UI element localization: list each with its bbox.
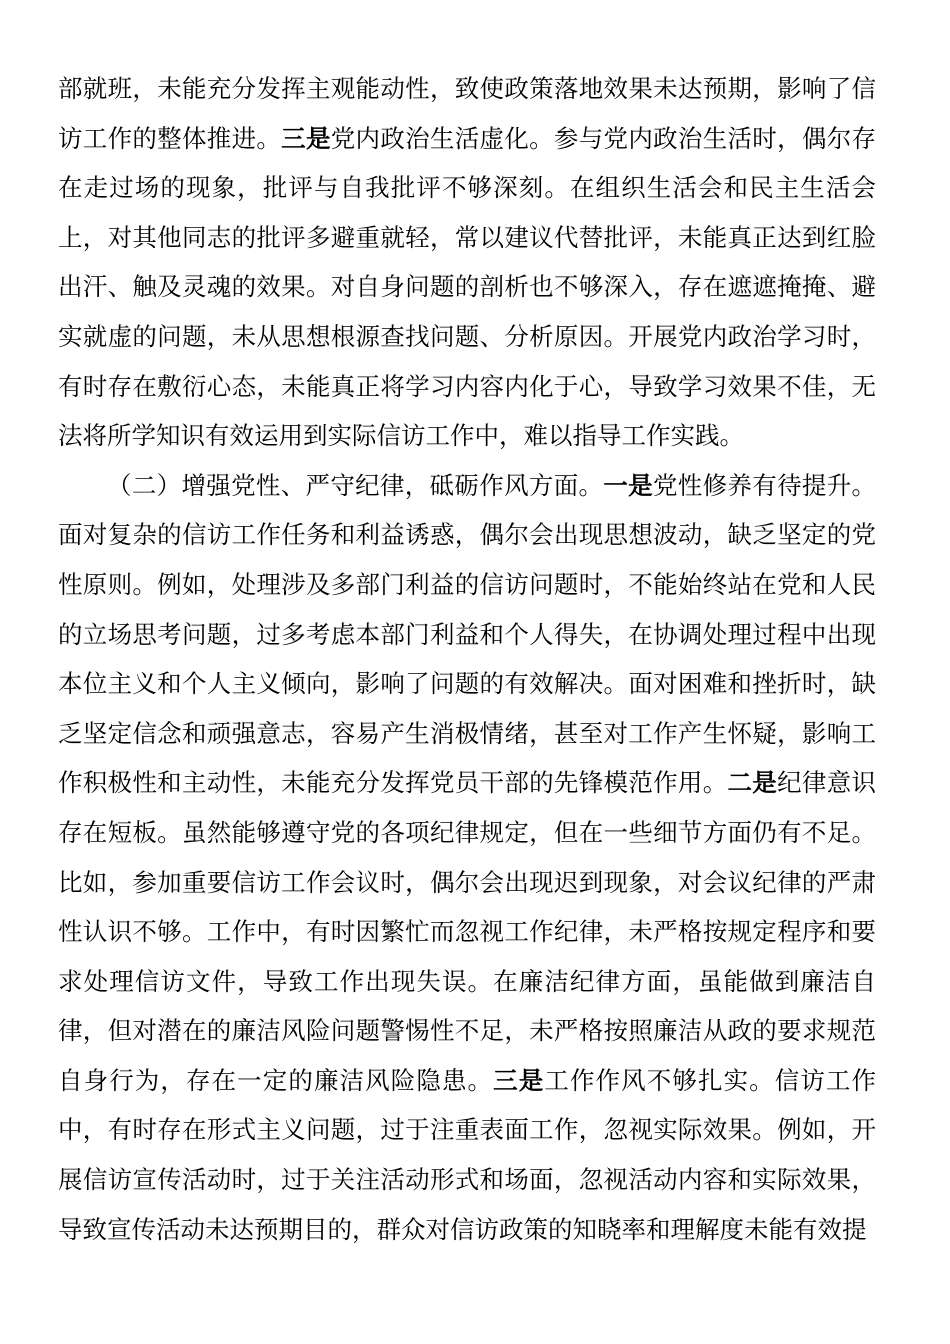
document-page — [58, 64, 876, 1254]
paragraph-2-text-3: 工作作风不够扎实。信访工作中，有时存在形式主义问题，过于注重表面工作，忽视实际效果。例如，开展信访宣传活动时，过于关注活动形式和场面，忽视活动内容和实际效果，导致宣传活动未达预期目的，群众对信访政策的知晓率和理解度未能有效提 — [58, 1065, 877, 1244]
paragraph-1-text-2: 党内政治生活虚化。参与党内政治生活时，偶尔存在走过场的现象，批评与自我批评不够深刻。在组织生活会和民主生活会上，对其他同志的批评多避重就轻，常以建议代替批评，未能真正达到红脸出汗、触及灵魂的效果。对自身问题的剖析也不够深入，存在遮遮掩掩、避实就虚的问题，未从思想根源查找问题、分析原因。开展党内政治学习时，有时存在敷衍心态，未能真正将学习内容内化于心，导致学习效果不佳，无法将所学知识有效运用到实际信访工作中，难以指导工作实践。 — [58, 123, 876, 451]
paragraph-2-highlight-yi-shi: 一是 — [603, 470, 653, 500]
paragraph-1-highlight-san-shi: 三是 — [281, 123, 331, 153]
paragraph-2-highlight-san-shi: 三是 — [493, 1065, 545, 1095]
paragraph-2-highlight-er-shi: 二是 — [727, 768, 778, 798]
paragraph-2 — [58, 461, 876, 1255]
section-heading-2: （二）增强党性、严守纪律，砥砺作风方面。 — [107, 470, 604, 500]
paragraph-1-text-1: 部就班，未能充分发挥主观能动性，致使政策落地效果未达预期，影响了信访工作的整体推进。 — [58, 74, 876, 153]
paragraph-2-text-2: 纪律意识存在短板。虽然能够遵守党的各项纪律规定，但在一些细节方面仍有不足。比如，参加重要信访工作会议时，偶尔会出现迟到现象，对会议纪律的严肃性认识不够。工作中，有时因繁忙而忽视工作纪律，未严格按规定程序和要求处理信访文件，导致工作出现失误。在廉洁纪律方面，虽能做到廉洁自律，但对潜在的廉洁风险问题警惕性不足，未严格按照廉洁从政的要求规范自身行为，存在一定的廉洁风险隐患。 — [58, 768, 876, 1095]
paragraph-1 — [58, 64, 876, 461]
paragraph-2-text-1: 党性修养有待提升。面对复杂的信访工作任务和利益诱惑，偶尔会出现思想波动，缺乏坚定的党性原则。例如，处理涉及多部门利益的信访问题时，不能始终站在党和人民的立场思考问题，过多考虑本部门利益和个人得失，在协调处理过程中出现本位主义和个人主义倾向，影响了问题的有效解决。面对困难和挫折时，缺乏坚定信念和顽强意志，容易产生消极情绪，甚至对工作产生怀疑，影响工作积极性和主动性，未能充分发挥党员干部的先锋模范作用。 — [58, 470, 877, 798]
